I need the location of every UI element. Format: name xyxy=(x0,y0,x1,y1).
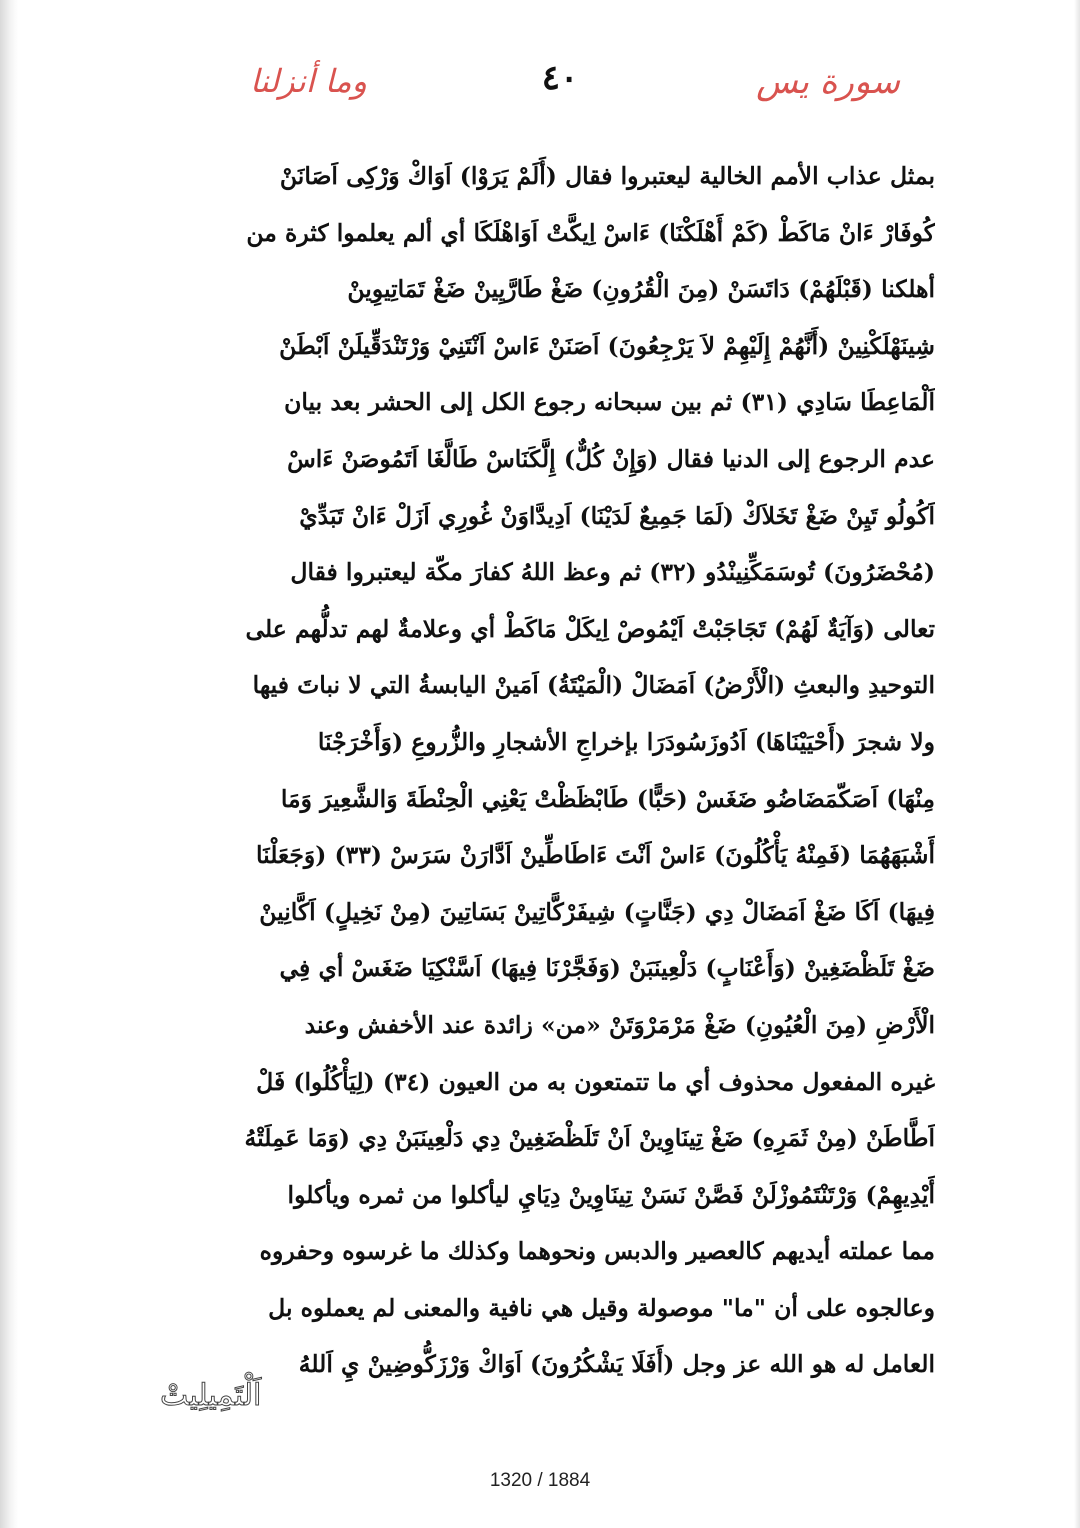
text-line: (مُحْضَرُونَ) تُوسَمَكِّنِينْدُو (٣٢) ثم وعظ اللهُ كفارَ مكّة ليعتبروا فقال xyxy=(290,558,935,587)
text-line: مما عملته أيديهم كالعصير والدبس ونحوهما وكذلك ما غرسوه وحفروه xyxy=(259,1237,935,1266)
surah-name-header: سورة يس xyxy=(756,62,900,102)
tafsir-body-text xyxy=(185,148,935,1393)
text-line: كُوفَارْ ءَانْ مَاكَطْ (كَمْ أَهْلَكْنَا) ءَاسْ اِيكَّتْ اَوَاهْلَكَا أي ألم يعلموا كثرة من xyxy=(246,218,935,247)
text-line: وعالجوه على أن "ما" موصولة وقيل هي نافية والمعنى لم يعملوه بل xyxy=(268,1293,935,1322)
juz-name-header: وما أنزلنا xyxy=(250,62,368,100)
text-line: التوحيدِ والبعثِ (الْأَرْضُ) اَمَضَالْ (الْمَيْتَةُ) اَمَينْ اليابسةُ التي لا نباتَ فيها xyxy=(252,671,935,700)
text-line: الْأَرْضِ (مِنَ الْعُيُونِ) ضَغْ مَرْمَرْوَتَنْ «من» زائدة عند الأخفش وعند xyxy=(304,1010,935,1039)
text-line: فِيهَا) اَكَا ضَغْ اَمَضَالْ دِي (جَنَّاتٍ) شِيفَرْكَّاتِينْ بَسَاتِينَ (مِنْ نَخِيلٍ) اَكَّانِينْ xyxy=(259,897,935,926)
text-line: العامل له هو الله عز وجل (أَفَلَا يَشْكُرُونَ) اَوَاكْ وَرْزَكُّوضِينْ يِ اَللهُ xyxy=(298,1350,935,1379)
text-line: أَيْدِيهِمْ) وَرْتَنْتَمُوزْلَنْ فَصَّنْ نَسَنْ تِينَاوِينْ دِيَايِ ليأكلوا من ثمره ويأكلوا xyxy=(287,1180,935,1209)
text-line: ولا شجرَ (أَحْيَيْنَاهَا) اَدُوزَسُودَرَا بإخراجِ الأشجارِ والزُّروعِ (وَأَخْرَجْنَا xyxy=(317,727,935,756)
page-number-top: ٤٠ xyxy=(541,58,579,98)
text-line: اَكُولُو تَيِنْ ضَغْ تَخَلاَكْ (لَمَا جَمِيعٌ لَدَيْنَا) اَدِيدَّاوَنْ غُورِي اَزَلْ ءَانْ تَبَدِّيْ xyxy=(299,501,935,530)
text-line: تعالى (وَآيَةٌ لَهُمْ) تَجَاجَبْتْ اَيْمُوصْ اِيكَلْ مَاكَطْ أي وعلامةٌ لهم تدلُّهم على xyxy=(245,614,935,643)
text-line: أَشْبَهَهُمَا (فَمِنْهُ يَأْكُلُونَ) ءَاسْ اَنْتَ ءَاطَاطِّينْ اَدَّارَنْ سَرَسْ (٣٣) (وَجَعَلْنَا xyxy=(255,841,935,870)
page-binding-edge xyxy=(0,0,18,1528)
text-line: عدم الرجوع إلى الدنيا فقال (وَإِنْ كُلٌّ) إِلَّكَنَاسْ طَالَّغَا اَتَمُوصَنْ ءَاسْ xyxy=(287,444,935,473)
page-indicator: 1320 / 1884 xyxy=(489,1470,591,1491)
text-line: شِينَهْلَكْنِينْ (أَنَّهُمْ إِلَيْهِمْ لاَ يَرْجِعُونَ) اَصَنَنْ ءَاسْ اَنْتَنِيْ وَرْتَنْدَقِّيلَنْ اَبْطَنْ xyxy=(279,331,935,360)
text-line: بمثل عذاب الأمم الخالية ليعتبروا فقال (أَلَمْ يَرَوْا) اَوَاكْ وَرْكِى اَصَانَنْ xyxy=(279,162,935,190)
page-right-edge xyxy=(1074,0,1080,1528)
text-line: مِنْهَا) اَصَكّمَضَاضُو ضَغَسْ (حَبًّا) طَابْظَظْتْ يَعْنِي الْحِنْطَةَ وَالشَّعِيرَ وَمَا xyxy=(280,784,935,813)
text-line: اَلْمَاعِطَا سَادِي (٣١) ثم بين سبحانه رجوع الكل إلى الحشر بعد بيان xyxy=(284,388,935,417)
text-line: ضَغْ تَلَظْضَغِينْ (وَأَعْنَابٍ) دَلْعِينَبَنْ (وَفَجَّرْنَا فِيهَا) اَسَّنْكِيَا ضَغَسْ أي فِي xyxy=(279,954,935,983)
catchword: اَلْتَمِيلِيتْ xyxy=(160,1378,262,1413)
text-line: غيره المفعول محذوف أي ما تتمتعون به من العيون (٣٤) (لِيَأْكُلُوا) فَلْ xyxy=(256,1067,935,1096)
text-line: أهلكنا (قَبْلَهُمْ) دَاتَسَنْ (مِنَ الْقُرُونِ) ضَغْ طَارَّيِينْ ضَغْ تَمَاتِيوِينْ xyxy=(347,275,935,304)
text-line: اَطَّاطَنْ (مِنْ ثَمَرِهِ) ضَغْ تِينَاوِينْ اَنْ تَلَظْضَغِينْ دِي دَلْعِينَبَنْ دِي (وَمَا عَمِلَتْهُ xyxy=(244,1124,935,1153)
